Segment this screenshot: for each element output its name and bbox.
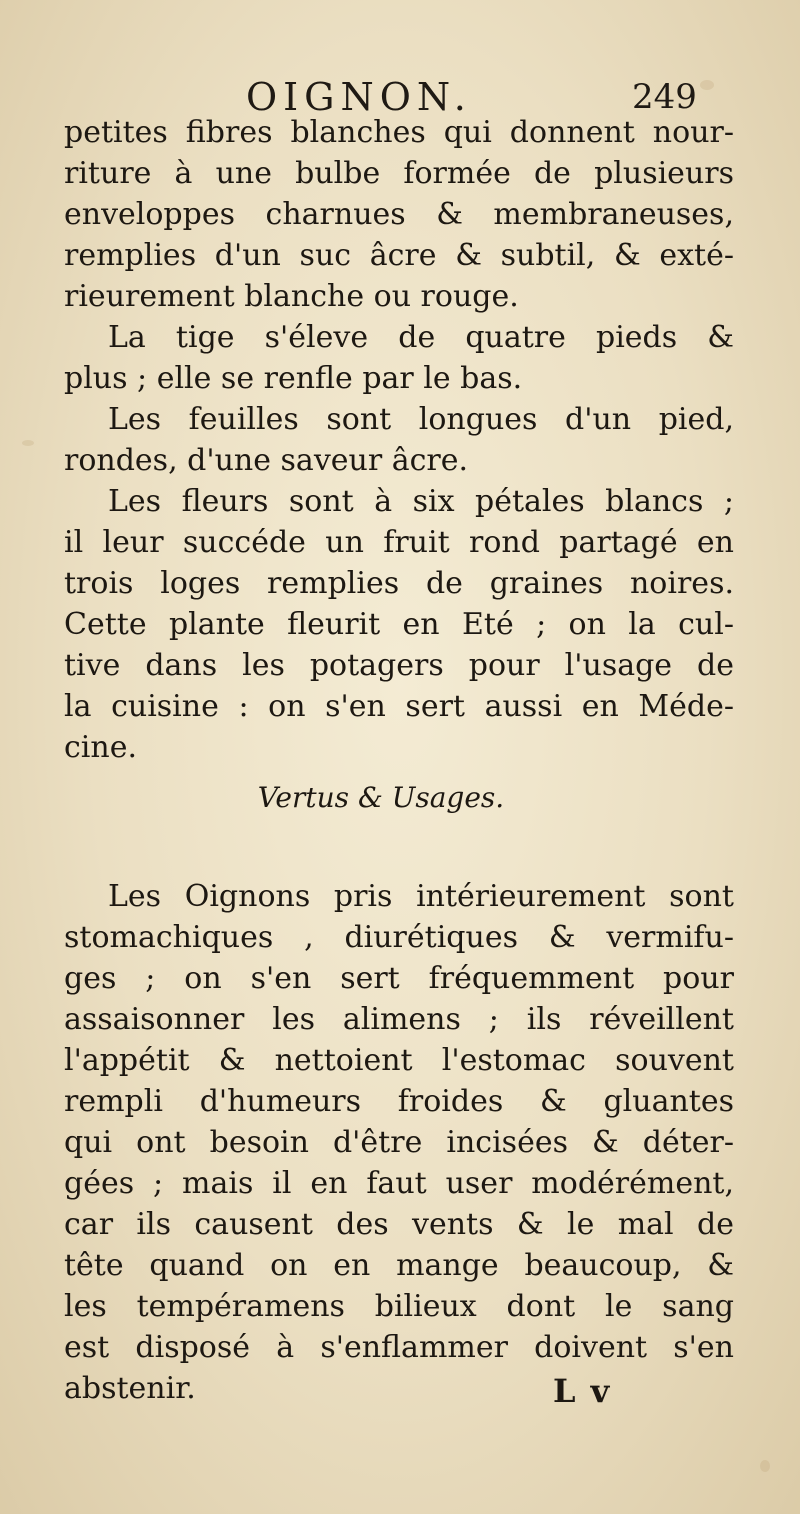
text-line: Les fleurs sont à six pétales blancs ; — [108, 484, 734, 519]
text-line: enveloppes charnues & membraneuses, — [64, 197, 734, 232]
section-heading: Vertus & Usages. — [257, 781, 505, 814]
text-line: tête quand on en mange beaucoup, & — [64, 1248, 734, 1283]
paragraph-flowers — [64, 481, 734, 768]
text-line: remplies d'un suc âcre & subtil, & exté- — [64, 238, 734, 273]
foxing-spot — [760, 1460, 770, 1472]
text-line: car ils causent des vents & le mal de — [64, 1207, 734, 1242]
paragraph-virtues — [64, 876, 734, 1409]
text-line: rempli d'humeurs froides & gluantes — [64, 1084, 734, 1119]
text-line: Les Oignons pris intérieurement sont — [108, 879, 734, 914]
text-line: les tempéramens bilieux dont le sang — [64, 1289, 734, 1324]
paragraph-leaves — [64, 399, 734, 481]
text-line: petites fibres blanches qui donnent nour- — [64, 115, 734, 150]
running-title: OIGNON. — [246, 75, 472, 119]
text-line: La tige s'éleve de quatre pieds & — [108, 320, 734, 355]
text-line: Cette plante fleurit en Eté ; on la cul- — [64, 607, 734, 642]
text-line: cine. — [64, 730, 138, 765]
text-line: riture à une bulbe formée de plusieurs — [64, 156, 734, 191]
text-line: rieurement blanche ou rouge. — [64, 279, 519, 314]
text-line: tive dans les potagers pour l'usage de — [64, 648, 734, 683]
body-text — [64, 112, 734, 1409]
text-line: ges ; on s'en sert fréquemment pour — [64, 961, 734, 996]
text-line: Les feuilles sont longues d'un pied, — [108, 402, 734, 437]
text-line: plus ; elle se renfle par le bas. — [64, 361, 523, 396]
text-line: stomachiques , diurétiques & vermifu- — [64, 920, 734, 955]
text-line: qui ont besoin d'être incisées & déter- — [64, 1125, 734, 1160]
text-line: abstenir. — [64, 1371, 196, 1406]
paragraph-description — [64, 112, 734, 317]
text-line: est disposé à s'enflammer doivent s'en — [64, 1330, 734, 1365]
spacer — [64, 768, 734, 776]
page-number: 249 — [632, 77, 697, 117]
catchword: L v — [553, 1372, 612, 1410]
paragraph-stem — [64, 317, 734, 399]
text-line: l'appétit & nettoient l'estomac souvent — [64, 1043, 734, 1078]
text-line: trois loges remplies de graines noires. — [64, 566, 734, 601]
foxing-spot — [22, 440, 34, 446]
text-line: la cuisine : on s'en sert aussi en Méde- — [64, 689, 734, 724]
text-line: il leur succéde un fruit rond partagé en — [64, 525, 734, 560]
text-line: gées ; mais il en faut user modérément, — [64, 1166, 734, 1201]
text-line: assaisonner les alimens ; ils réveillent — [64, 1002, 734, 1037]
text-line: rondes, d'une saveur âcre. — [64, 443, 469, 478]
spacer — [64, 820, 734, 876]
